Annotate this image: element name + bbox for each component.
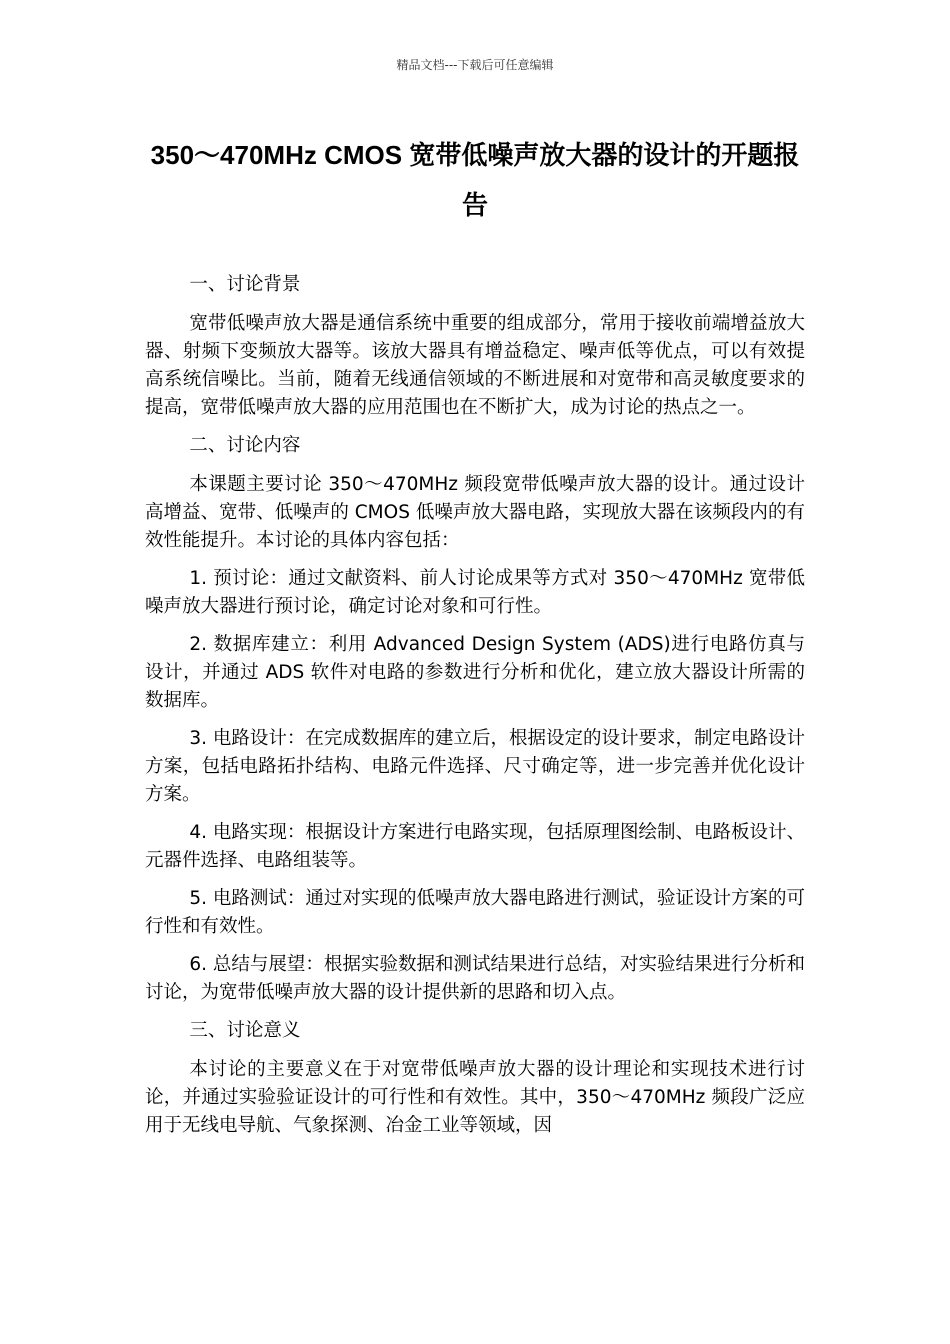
document-title: 350～470MHz CMOS 宽带低噪声放大器的设计的开题报告 bbox=[150, 140, 800, 220]
paragraph-content-intro: 本课题主要讨论 350～470MHz 频段宽带低噪声放大器的设计。通过设计高增益、宽带、低噪声的 CMOS 低噪声放大器电路，实现放大器在该频段内的有效性能提升。本讨论的具体内容包括： bbox=[145, 474, 805, 551]
section-heading-significance: 三、讨论意义 bbox=[189, 1020, 301, 1041]
list-item-pre-study: 1. 预讨论：通过文献资料、前人讨论成果等方式对 350～470MHz 宽带低噪声放大器进行预讨论，确定讨论对象和可行性。 bbox=[145, 568, 805, 617]
list-item-summary: 6. 总结与展望：根据实验数据和测试结果进行总结，对实验结果进行分析和讨论，为宽带低噪声放大器的设计提供新的思路和切入点。 bbox=[145, 954, 805, 1003]
list-item-circuit-design: 3. 电路设计：在完成数据库的建立后，根据设定的设计要求，制定电路设计方案，包括电路拓扑结构、电路元件选择、尺寸确定等，进一步完善并优化设计方案。 bbox=[145, 728, 805, 805]
paragraph-background: 宽带低噪声放大器是通信系统中重要的组成部分，常用于接收前端增益放大器、射频下变频放大器等。该放大器具有增益稳定、噪声低等优点，可以有效提高系统信噪比。当前，随着无线通信领域的不断进展和对宽带和高灵敏度要求的提高，宽带低噪声放大器的应用范围也在不断扩大，成为讨论的热点之一。 bbox=[145, 313, 805, 418]
list-item-database: 2. 数据库建立：利用 Advanced Design System (ADS)进行电路仿真与设计，并通过 ADS 软件对电路的参数进行分析和优化，建立放大器设计所需的数据库。 bbox=[145, 634, 805, 711]
document-body bbox=[145, 271, 805, 1150]
list-item-circuit-implementation: 4. 电路实现：根据设计方案进行电路实现，包括原理图绘制、电路板设计、元器件选择、电路组装等。 bbox=[145, 822, 805, 871]
paragraph-significance: 本讨论的主要意义在于对宽带低噪声放大器的设计理论和实现技术进行讨论，并通过实验验证设计的可行性和有效性。其中，350～470MHz 频段广泛应用于无线电导航、气象探测、冶金工业等领域，因 bbox=[145, 1059, 805, 1136]
list-item-circuit-testing: 5. 电路测试：通过对实现的低噪声放大器电路进行测试，验证设计方案的可行性和有效性。 bbox=[145, 888, 805, 937]
header-note: 精品文档---下载后可任意编辑 bbox=[396, 58, 554, 72]
section-heading-content: 二、讨论内容 bbox=[189, 435, 301, 456]
section-heading-background: 一、讨论背景 bbox=[189, 274, 301, 295]
